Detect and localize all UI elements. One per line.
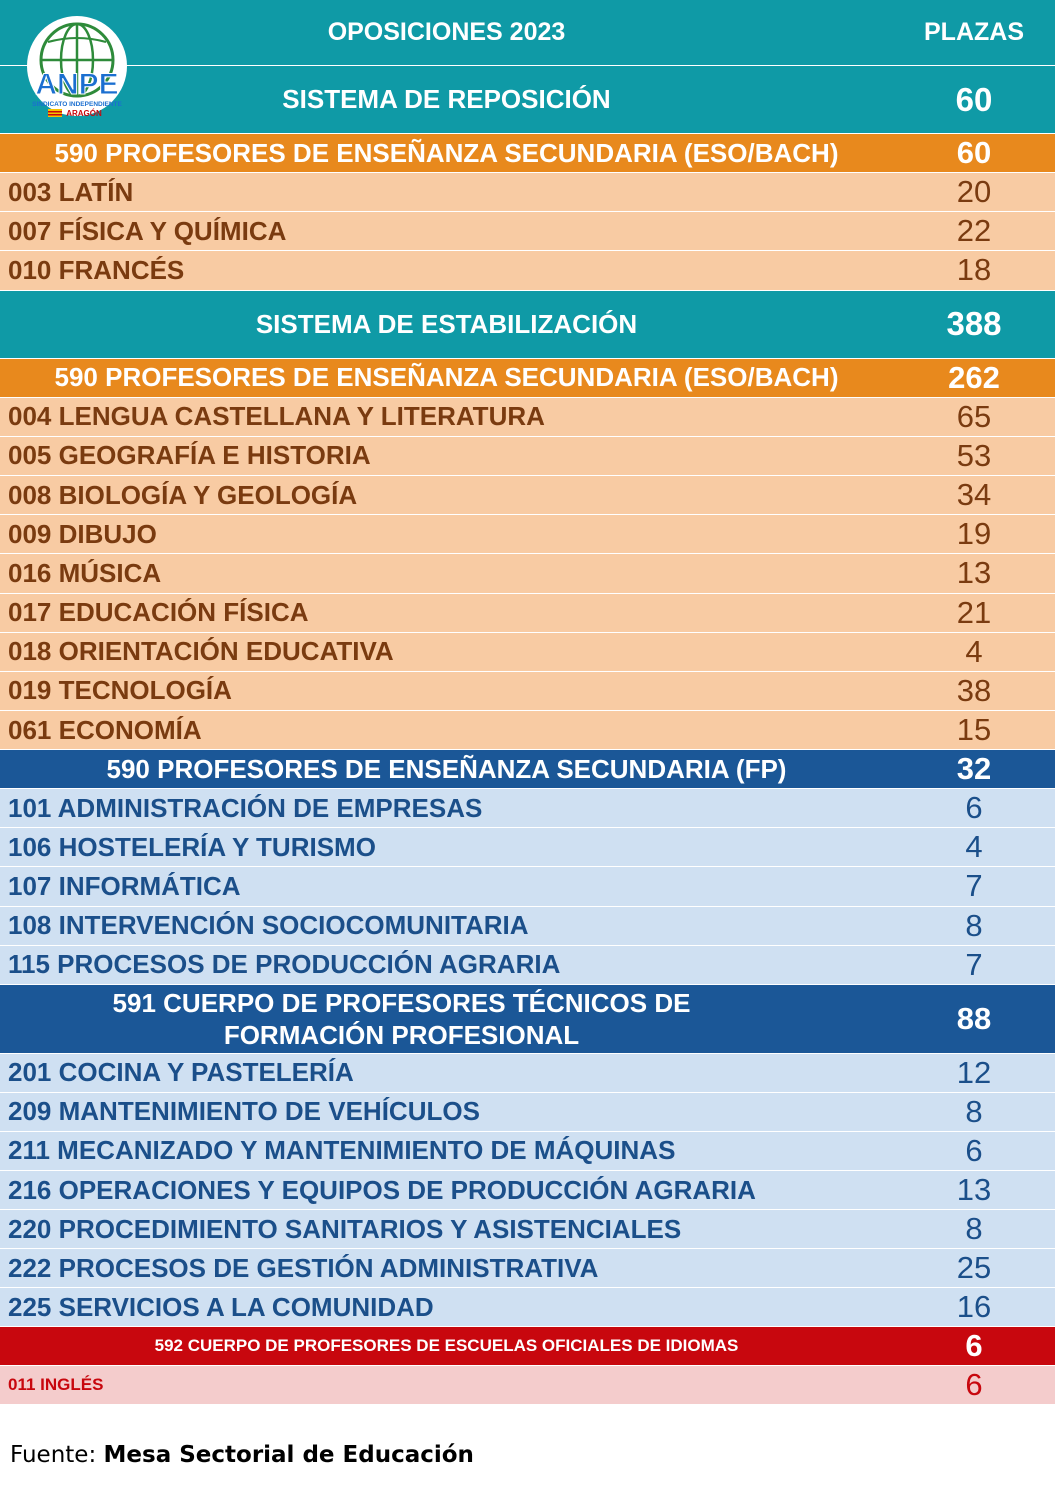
row-plazas: 34 [956,477,992,513]
row-label: 010 FRANCÉS [8,254,185,285]
section-row [0,134,1055,173]
row-plazas: 88 [956,1000,992,1036]
source-footer [10,1442,474,1468]
table-row [0,594,1055,633]
table-row [0,515,1055,554]
header-title: OPOSICIONES 2023 [327,18,566,46]
table-row [0,437,1055,476]
logo-subtitle: SINDICATO INDEPENDIENTE [32,101,122,108]
row-label: 220 PROCEDIMIENTO SANITARIOS Y ASISTENCIALES [8,1213,682,1244]
table-row [0,1366,1055,1405]
section-row [0,1327,1055,1366]
footer-source: Mesa Sectorial de Educación [103,1442,474,1468]
table-row [0,1093,1055,1132]
row-plazas: 4 [965,633,983,669]
logo-region: ARAGÓN [66,109,102,118]
row-label: 591 CUERPO DE PROFESORES TÉCNICOS DE FORMACIÓN PROFESIONAL [112,987,691,1050]
table-row [0,1132,1055,1171]
row-plazas: 38 [956,672,992,708]
table-header-row [0,0,1055,66]
table-row [0,1054,1055,1093]
row-label: 061 ECONOMÍA [8,714,202,745]
row-plazas: 22 [956,213,992,249]
table-row [0,907,1055,946]
row-plazas: 12 [956,1054,992,1090]
row-label: 211 MECANIZADO Y MANTENIMIENTO DE MÁQUINAS [8,1135,676,1166]
row-plazas: 53 [956,437,992,473]
plazas-column-header: PLAZAS [924,18,1024,46]
row-plazas: 7 [965,868,983,904]
row-label: SISTEMA DE ESTABILIZACIÓN [255,308,638,339]
row-plazas: 60 [955,80,993,118]
table-body [0,66,1055,1405]
table-row [0,212,1055,251]
section-row [0,359,1055,398]
row-label: 592 CUERPO DE PROFESORES DE ESCUELAS OFICIALES DE IDIOMAS [154,1336,739,1356]
row-label: 007 FÍSICA Y QUÍMICA [8,215,287,246]
row-plazas: 21 [956,594,992,630]
row-plazas: 7 [965,946,983,982]
row-label: 108 INTERVENCIÓN SOCIOCOMUNITARIA [8,910,529,941]
row-plazas: 13 [956,555,992,591]
row-label: 209 MANTENIMIENTO DE VEHÍCULOS [8,1096,480,1127]
row-plazas: 13 [956,1172,992,1208]
row-label: 019 TECNOLOGÍA [8,675,232,706]
row-label: 222 PROCESOS DE GESTIÓN ADMINISTRATIVA [8,1252,599,1283]
row-label: 017 EDUCACIÓN FÍSICA [8,597,309,628]
table-row [0,1249,1055,1288]
footer-prefix: Fuente: [10,1442,104,1468]
row-label: 003 LATÍN [8,176,134,207]
row-plazas: 18 [956,252,992,288]
row-label: SISTEMA DE REPOSICIÓN [282,84,611,114]
table-row [0,1210,1055,1249]
row-plazas: 65 [956,398,992,434]
row-plazas: 6 [965,1367,983,1403]
row-label: 009 DIBUJO [8,518,157,549]
row-plazas: 8 [965,1211,983,1247]
row-plazas: 6 [965,1132,983,1168]
row-plazas: 8 [965,907,983,943]
row-plazas: 60 [956,135,992,170]
row-plazas: 388 [946,305,1002,343]
row-label: 107 INFORMÁTICA [8,870,241,901]
table-row [0,946,1055,985]
row-label: 115 PROCESOS DE PRODUCCIÓN AGRARIA [8,949,561,980]
row-label: 018 ORIENTACIÓN EDUCATIVA [8,636,394,667]
table-row [0,711,1055,750]
table-row [0,633,1055,672]
row-label: 011 INGLÉS [8,1375,104,1395]
row-label: 101 ADMINISTRACIÓN DE EMPRESAS [8,792,483,823]
row-label: 590 PROFESORES DE ENSEÑANZA SECUNDARIA (ESO/BACH) [54,362,839,393]
row-plazas: 6 [965,790,983,826]
row-plazas: 19 [956,516,992,552]
anpe-logo [18,14,136,126]
row-plazas: 20 [956,174,992,210]
section-row [0,750,1055,789]
row-plazas: 6 [965,1328,983,1364]
table-row [0,1171,1055,1210]
row-plazas: 15 [956,712,992,748]
row-label: 008 BIOLOGÍA Y GEOLOGÍA [8,479,358,510]
row-label: 590 PROFESORES DE ENSEÑANZA SECUNDARIA (FP) [106,753,787,784]
table-row [0,789,1055,828]
table-row [0,398,1055,437]
row-label: 005 GEOGRAFÍA E HISTORIA [8,440,371,471]
row-plazas: 32 [956,751,992,787]
table-row [0,867,1055,906]
table-row [0,476,1055,515]
row-plazas: 4 [965,829,983,865]
table-row [0,1288,1055,1327]
row-label: 106 HOSTELERÍA Y TURISMO [8,831,376,862]
row-label: 016 MÚSICA [8,557,162,588]
logo-text: ANPE [35,68,119,101]
row-plazas: 16 [956,1289,992,1325]
section-row [0,291,1055,359]
table-row [0,828,1055,867]
table-row [0,672,1055,711]
row-label: 216 OPERACIONES Y EQUIPOS DE PRODUCCIÓN AGRARIA [8,1174,756,1205]
table-row [0,251,1055,290]
table-row [0,554,1055,593]
row-plazas: 25 [956,1250,992,1286]
row-plazas: 8 [965,1093,983,1129]
section-row [0,985,1055,1054]
row-label: 201 COCINA Y PASTELERÍA [8,1057,354,1088]
row-label: 225 SERVICIOS A LA COMUNIDAD [8,1291,434,1322]
row-label: 004 LENGUA CASTELLANA Y LITERATURA [8,401,545,432]
section-row [0,66,1055,134]
row-label: 590 PROFESORES DE ENSEÑANZA SECUNDARIA (ESO/BACH) [54,137,839,168]
row-plazas: 262 [948,359,1000,395]
table-row [0,173,1055,212]
